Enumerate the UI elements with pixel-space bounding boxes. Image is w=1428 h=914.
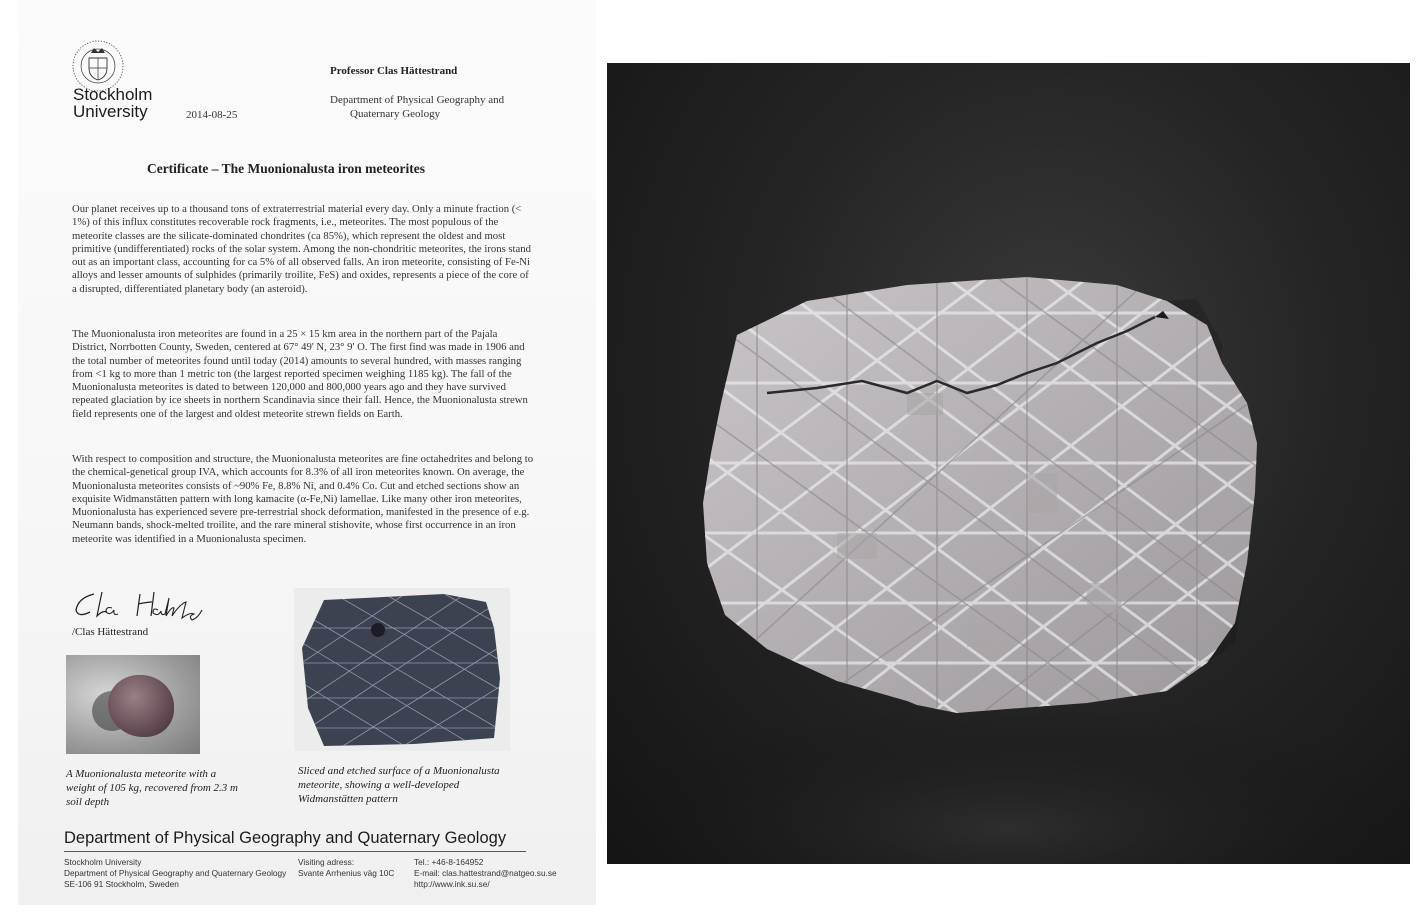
etched-slice-photo	[294, 588, 510, 751]
footer-line: http://www.ink.su.se/	[414, 879, 490, 889]
signer-name: /Clas Hättestrand	[72, 626, 149, 638]
footer-line: Visiting adress:	[298, 857, 355, 867]
footer-line: Svante Arrhenius väg 10C	[298, 868, 395, 878]
meteorite-boulder	[108, 675, 174, 737]
meteorite-photograph	[607, 63, 1410, 864]
department-header	[330, 93, 540, 121]
footer-visiting-address	[298, 857, 418, 879]
footer-line: Tel.: +46-8-164952	[414, 857, 484, 867]
certificate-title: Certificate – The Muonionalusta iron meteorites	[146, 161, 426, 176]
footer-line: SE-106 91 Stockholm, Sweden	[64, 879, 179, 889]
paragraph: The Muonionalusta iron meteorites are found in a 25 × 15 km area in the northern part of the Pajala District, Norrbotten County, Sweden, centered at 67° 49' N, 23° 9' O. The first find was made in 1906 and the total number of meteorites found until today (2014) amounts to several hundred, with masses ranging from <1 kg to more than 1 metric ton (the largest reported specimen weighing 1185 kg). The fall of the Muonionalusta meteorites is dated to between 120,000 and 800,000 years ago and they have survived repeated glaciation by ice sheets in northern Scandinavia since their fall. Hence, the Muonionalusta strewn field represents one of the largest and oldest meteorite strewn fields on Earth.	[72, 328, 528, 420]
footer-contact	[414, 857, 574, 890]
professor-name: Professor Clas Hättestrand	[330, 65, 458, 77]
footer-department-title: Department of Physical Geography and Quaternary Geology	[64, 829, 507, 847]
footer-line: Stockholm University	[64, 857, 142, 867]
meteorite-field-photo	[66, 655, 200, 754]
paragraph: Our planet receives up to a thousand tons of extraterrestrial material every day. Only a minute fraction (< 1%) of this influx constitutes recoverable rock fragments, i.e., meteorites. The most populous of the meteorite classes are the silicate-dominated chondrites (ca 85%), which represent the oldest and most primitive (undifferentiated) rocks of the solar system. Among the non-chondritic meteorites, the irons stand out as an important class, accounting for ca 5% of all observed falls. An iron meteorite, consisting of Fe-Ni alloys and lesser amounts of sulphides (primarily troilite, FeS) and oxides, represents a piece of the core of a disrupted, differentiated planetary body (an asteroid).	[72, 203, 531, 295]
footer-divider	[64, 851, 526, 852]
footer-line: Department of Physical Geography and Quaternary Geology	[64, 868, 287, 878]
university-name: Stockholm University	[73, 85, 153, 121]
certificate-document	[18, 0, 596, 905]
department-line: Quaternary Geology	[350, 108, 441, 120]
department-line: Department of Physical Geography and	[330, 94, 505, 106]
handwritten-signature	[68, 588, 248, 624]
photo-caption: Sliced and etched surface of a Muonionalusta meteorite, showing a well-developed Widmanstätten pattern	[298, 765, 500, 805]
footer-line: E-mail: clas.hattestrand@natgeo.su.se	[414, 868, 557, 878]
certificate-date: 2014-08-25	[186, 109, 238, 121]
footer-address	[64, 857, 304, 890]
paragraph: With respect to composition and structure, the Muonionalusta meteorites are fine octahedrites and belong to the chemical-genetical group IVA, which accounts for 8.3% of all iron meteorites known. On average, the Muonionalusta meteorites consists of ~90% Fe, 8.8% Ni, and 0.4% Co. Cut and etched sections show an exquisite Widmanstätten pattern with long kamacite (α-Fe,Ni) lamellae. Like many other iron meteorites, Muonionalusta has experienced severe pre-terrestrial shock deformation, manifested in the presence of e.g. Neumann bands, shock-melted troilite, and the rare mineral stishovite, whose first occurrence in an iron meteorite was identified in a Muonionalusta specimen.	[72, 453, 534, 545]
photo-caption: A Muonionalusta meteorite with a weight of 105 kg, recovered from 2.3 m soil depth	[66, 768, 238, 808]
